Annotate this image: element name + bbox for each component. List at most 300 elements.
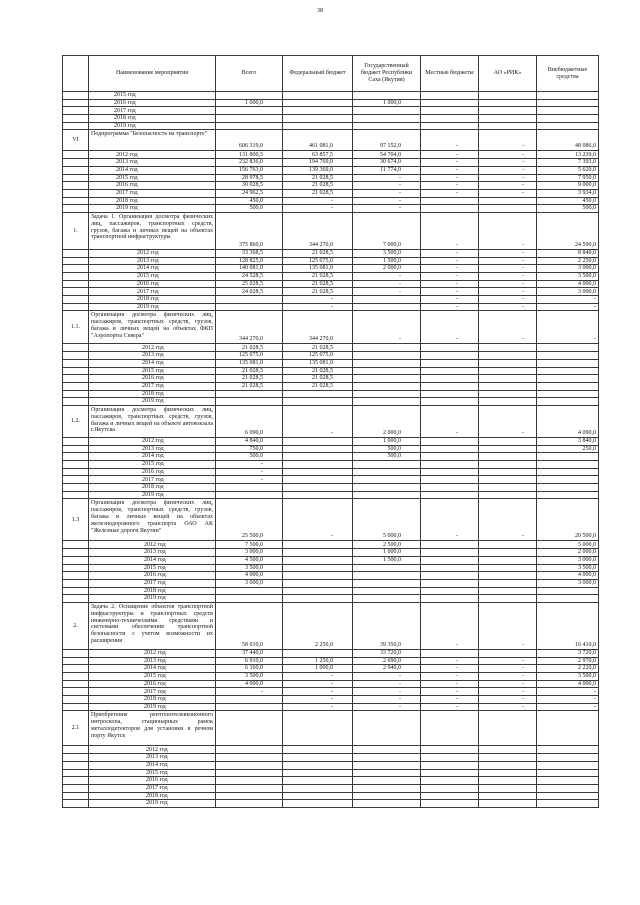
republic-budget-amount [353,572,421,580]
year-row [63,703,599,711]
republic-budget-amount: - [353,174,421,182]
row-number-cell [63,761,89,769]
local-budget-amount: - [421,703,479,711]
local-budget-amount [421,367,479,375]
total-amount: - [216,476,283,484]
section-federal-budget-amount: 344 270,0 [283,212,353,249]
local-budget-amount [421,476,479,484]
local-budget-amount: - [421,189,479,197]
local-budget-amount [421,595,479,603]
year-row [63,344,599,352]
federal-budget-amount [283,92,353,100]
year-row [63,564,599,572]
federal-budget-amount [283,476,353,484]
year-row [63,549,599,557]
year-row [63,556,599,564]
year-label: 2016 год [89,99,216,107]
rik-amount [479,468,537,476]
rik-amount [479,649,537,657]
republic-budget-amount [353,344,421,352]
year-label: 2013 год [89,657,216,665]
extrabudgetary-amount [537,359,599,367]
total-amount: 128 825,0 [216,257,283,265]
year-row [63,122,599,130]
rik-amount: - [479,174,537,182]
section-row [63,212,599,249]
row-number-cell [63,280,89,288]
local-budget-amount [421,382,479,390]
total-amount: 24 528,5 [216,273,283,281]
federal-budget-amount: - [283,688,353,696]
total-amount [216,595,283,603]
row-number-cell [63,92,89,100]
extrabudgetary-amount [537,792,599,800]
extrabudgetary-amount: 3 500,0 [537,673,599,681]
year-label: 2018 год [89,296,216,304]
extrabudgetary-amount [537,468,599,476]
republic-budget-amount [353,746,421,754]
row-number-cell [63,303,89,311]
year-label: 2019 год [89,398,216,406]
republic-budget-amount [353,491,421,499]
section-republic-budget-amount: 5 000,0 [353,499,421,541]
federal-budget-amount [283,491,353,499]
republic-budget-amount: 1 000,0 [353,549,421,557]
extrabudgetary-amount: 3 000,0 [537,579,599,587]
local-budget-amount [421,792,479,800]
federal-budget-amount: 21 028,5 [283,182,353,190]
extrabudgetary-amount: - [537,688,599,696]
rik-amount: - [479,151,537,159]
local-budget-amount: - [421,265,479,273]
federal-budget-amount [283,777,353,785]
total-amount [216,769,283,777]
republic-budget-amount [353,367,421,375]
extrabudgetary-amount [537,99,599,107]
year-row [63,159,599,167]
section-extrabudgetary-amount: 20 500,0 [537,499,599,541]
row-number-cell [63,703,89,711]
year-row [63,468,599,476]
year-row [63,398,599,406]
extrabudgetary-amount: 3 000,0 [537,556,599,564]
year-row [63,484,599,492]
row-number-cell [63,688,89,696]
local-budget-amount: - [421,303,479,311]
row-number-cell [63,564,89,572]
section-local-budget-amount [421,711,479,746]
local-budget-amount [421,107,479,115]
total-amount: 30 028,5 [216,182,283,190]
year-row [63,174,599,182]
republic-budget-amount [353,761,421,769]
local-budget-amount [421,784,479,792]
year-row [63,288,599,296]
extrabudgetary-amount: 3 840,0 [537,437,599,445]
year-label: 2018 год [89,792,216,800]
republic-budget-amount [353,587,421,595]
header-name: Наименование мероприятия [89,56,216,92]
extrabudgetary-amount: - [537,296,599,304]
republic-budget-amount: - [353,680,421,688]
federal-budget-amount: 21 028,5 [283,249,353,257]
republic-budget-amount: 2 000,0 [353,265,421,273]
extrabudgetary-amount [537,344,599,352]
year-label: 2017 год [89,382,216,390]
year-row [63,437,599,445]
row-number-cell [63,649,89,657]
total-amount: 131 800,5 [216,151,283,159]
rik-amount: - [479,265,537,273]
year-label: 2017 год [89,688,216,696]
local-budget-amount [421,800,479,808]
local-budget-amount [421,746,479,754]
rik-amount [479,484,537,492]
section-local-budget-amount: - [421,499,479,541]
total-amount: 140 081,0 [216,265,283,273]
year-row [63,696,599,704]
local-budget-amount: - [421,151,479,159]
section-total-amount: 58 010,0 [216,602,283,649]
federal-budget-amount [283,572,353,580]
rik-amount [479,579,537,587]
extrabudgetary-amount: 2 250,0 [537,257,599,265]
federal-budget-amount [283,549,353,557]
total-amount: 24 962,5 [216,189,283,197]
year-label: 2018 год [89,696,216,704]
local-budget-amount: - [421,673,479,681]
total-amount: 750,0 [216,445,283,453]
local-budget-amount: - [421,174,479,182]
row-number-cell [63,288,89,296]
federal-budget-amount: 21 028,5 [283,382,353,390]
republic-budget-amount [353,359,421,367]
republic-budget-amount [353,564,421,572]
row-number-cell [63,257,89,265]
year-row [63,587,599,595]
year-row [63,800,599,808]
section-total-amount: 606 319,0 [216,130,283,151]
extrabudgetary-amount [537,398,599,406]
extrabudgetary-amount [537,800,599,808]
federal-budget-amount: - [283,303,353,311]
year-label: 2018 год [89,197,216,205]
year-label: 2016 год [89,572,216,580]
republic-budget-amount: 33 720,0 [353,649,421,657]
local-budget-amount: - [421,657,479,665]
year-row [63,115,599,123]
year-row [63,205,599,213]
federal-budget-amount [283,390,353,398]
year-row [63,303,599,311]
federal-budget-amount: 1 000,0 [283,665,353,673]
year-row [63,754,599,762]
local-budget-amount [421,541,479,549]
total-amount: 25 028,5 [216,280,283,288]
extrabudgetary-amount: 2 000,0 [537,549,599,557]
rik-amount [479,115,537,123]
year-label: 2012 год [89,151,216,159]
year-label: 2016 год [89,375,216,383]
section-extrabudgetary-amount: 4 090,0 [537,405,599,437]
total-amount: 7 500,0 [216,541,283,549]
federal-budget-amount [283,115,353,123]
total-amount: 156 763,0 [216,166,283,174]
section-title: Организация досмотра физических лиц, пассажиров, транспортных средств, грузов, багажа и личных вещей на объектах ФКП "Аэропорты Севера" [89,311,216,344]
year-row [63,461,599,469]
republic-budget-amount [353,579,421,587]
federal-budget-amount [283,761,353,769]
rik-amount [479,437,537,445]
republic-budget-amount [353,468,421,476]
extrabudgetary-amount [537,484,599,492]
year-label: 2015 год [89,769,216,777]
total-amount: 6 910,0 [216,657,283,665]
year-row [63,352,599,360]
total-amount [216,92,283,100]
section-row [63,499,599,541]
rik-amount [479,382,537,390]
rik-amount: - [479,665,537,673]
rik-amount [479,792,537,800]
local-budget-amount [421,453,479,461]
row-number-cell [63,556,89,564]
republic-budget-amount [353,122,421,130]
total-amount: 232 836,0 [216,159,283,167]
total-amount: 125 075,0 [216,352,283,360]
rik-amount [479,587,537,595]
local-budget-amount [421,375,479,383]
total-amount: 4 500,0 [216,556,283,564]
republic-budget-amount [353,107,421,115]
row-number-cell [63,579,89,587]
row-number-cell [63,541,89,549]
section-federal-budget-amount: - [283,499,353,541]
total-amount [216,107,283,115]
row-number-cell [63,174,89,182]
local-budget-amount: - [421,696,479,704]
federal-budget-amount [283,784,353,792]
row-number-cell [63,398,89,406]
rik-amount [479,476,537,484]
extrabudgetary-amount: 3 500,0 [537,564,599,572]
republic-budget-amount [353,375,421,383]
local-budget-amount: - [421,166,479,174]
year-row [63,166,599,174]
total-amount: 28 978,5 [216,174,283,182]
extrabudgetary-amount: 2 970,0 [537,657,599,665]
year-label: 2013 год [89,549,216,557]
extrabudgetary-amount: 250,0 [537,445,599,453]
rik-amount: - [479,657,537,665]
row-number-cell [63,468,89,476]
year-row [63,541,599,549]
local-budget-amount [421,390,479,398]
year-label: 2019 год [89,703,216,711]
rik-amount [479,541,537,549]
republic-budget-amount [353,754,421,762]
local-budget-amount [421,491,479,499]
extrabudgetary-amount [537,122,599,130]
section-row [63,405,599,437]
rik-amount [479,398,537,406]
rik-amount: - [479,166,537,174]
total-amount: 21 028,5 [216,382,283,390]
extrabudgetary-amount [537,476,599,484]
local-budget-amount: - [421,280,479,288]
row-number-cell [63,367,89,375]
local-budget-amount: - [421,665,479,673]
total-amount: 24 028,5 [216,288,283,296]
total-amount [216,303,283,311]
republic-budget-amount: 3 500,0 [353,249,421,257]
row-number-cell [63,587,89,595]
row-number-cell [63,461,89,469]
total-amount: 21 028,5 [216,375,283,383]
year-row [63,579,599,587]
local-budget-amount [421,437,479,445]
federal-budget-amount [283,649,353,657]
extrabudgetary-amount [537,784,599,792]
year-label: 2015 год [89,92,216,100]
republic-budget-amount [353,476,421,484]
extrabudgetary-amount: 13 239,0 [537,151,599,159]
year-label: 2016 год [89,468,216,476]
extrabudgetary-amount [537,375,599,383]
rik-amount: - [479,703,537,711]
year-label: 2012 год [89,541,216,549]
year-row [63,657,599,665]
row-number-cell [63,182,89,190]
row-number-cell [63,352,89,360]
total-amount: 37 440,0 [216,649,283,657]
total-amount: - [216,468,283,476]
row-number-cell [63,205,89,213]
row-number-cell [63,769,89,777]
section-total-amount [216,711,283,746]
total-amount: 4 840,0 [216,437,283,445]
year-label: 2018 год [89,484,216,492]
row-number-cell [63,359,89,367]
year-label: 2018 год [89,115,216,123]
row-number-cell [63,491,89,499]
rik-amount [479,549,537,557]
year-label: 2012 год [89,649,216,657]
republic-budget-amount [353,784,421,792]
year-row [63,649,599,657]
rik-amount [479,197,537,205]
year-row [63,257,599,265]
extrabudgetary-amount: 4 000,0 [537,280,599,288]
rik-amount: - [479,182,537,190]
federal-budget-amount [283,107,353,115]
total-amount [216,761,283,769]
year-row [63,296,599,304]
rik-amount: - [479,280,537,288]
year-label: 2016 год [89,280,216,288]
rik-amount: - [479,249,537,257]
row-number-cell [63,476,89,484]
extrabudgetary-amount: 450,0 [537,197,599,205]
local-budget-amount [421,359,479,367]
year-row [63,792,599,800]
extrabudgetary-amount: 500,0 [537,205,599,213]
extrabudgetary-amount [537,115,599,123]
year-label: 2015 год [89,673,216,681]
federal-budget-amount: 21 028,5 [283,189,353,197]
row-number-cell [63,754,89,762]
local-budget-amount [421,344,479,352]
federal-budget-amount: 63 857,5 [283,151,353,159]
federal-budget-amount: 21 028,5 [283,174,353,182]
year-row [63,688,599,696]
extrabudgetary-amount [537,769,599,777]
section-rik-amount: - [479,311,537,344]
section-republic-budget-amount: 2 000,0 [353,405,421,437]
row-number-cell [63,696,89,704]
year-label: 2015 год [89,273,216,281]
republic-budget-amount: 30 674,0 [353,159,421,167]
federal-budget-amount: 125 075,0 [283,352,353,360]
year-label: 2013 год [89,352,216,360]
year-row [63,390,599,398]
section-total-amount: 6 090,0 [216,405,283,437]
republic-budget-amount [353,792,421,800]
rik-amount [479,122,537,130]
row-number-cell [63,151,89,159]
local-budget-amount [421,587,479,595]
rik-amount: - [479,288,537,296]
year-row [63,595,599,603]
section-title: Организация досмотра физических лиц, пассажиров, транспортных средств, грузов, багажа и личных вещей на объекте автовокзала г.Якутска [89,405,216,437]
year-row [63,572,599,580]
row-number-cell [63,265,89,273]
republic-budget-amount: 500,0 [353,445,421,453]
row-number-cell [63,273,89,281]
total-amount: 21 028,5 [216,367,283,375]
row-number-cell [63,189,89,197]
rik-amount [479,352,537,360]
republic-budget-amount: - [353,273,421,281]
section-local-budget-amount: - [421,405,479,437]
section-republic-budget-amount [353,711,421,746]
total-amount: 3 500,0 [216,673,283,681]
extrabudgetary-amount: 4 000,0 [537,680,599,688]
republic-budget-amount: 1 500,0 [353,556,421,564]
section-extrabudgetary-amount: 48 086,0 [537,130,599,151]
rik-amount: - [479,673,537,681]
year-row [63,746,599,754]
local-budget-amount: - [421,688,479,696]
section-rik-amount [479,711,537,746]
local-budget-amount: - [421,249,479,257]
rik-amount: - [479,189,537,197]
local-budget-amount [421,579,479,587]
federal-budget-amount [283,564,353,572]
extrabudgetary-amount: 5 000,0 [537,541,599,549]
federal-budget-amount: - [283,205,353,213]
total-amount [216,296,283,304]
year-label: 2017 год [89,784,216,792]
extrabudgetary-amount [537,352,599,360]
federal-budget-amount: - [283,696,353,704]
extrabudgetary-amount [537,761,599,769]
row-number-cell [63,122,89,130]
year-label: 2019 год [89,491,216,499]
year-row [63,359,599,367]
header-rik: АО «РИК» [479,56,537,92]
year-row [63,189,599,197]
